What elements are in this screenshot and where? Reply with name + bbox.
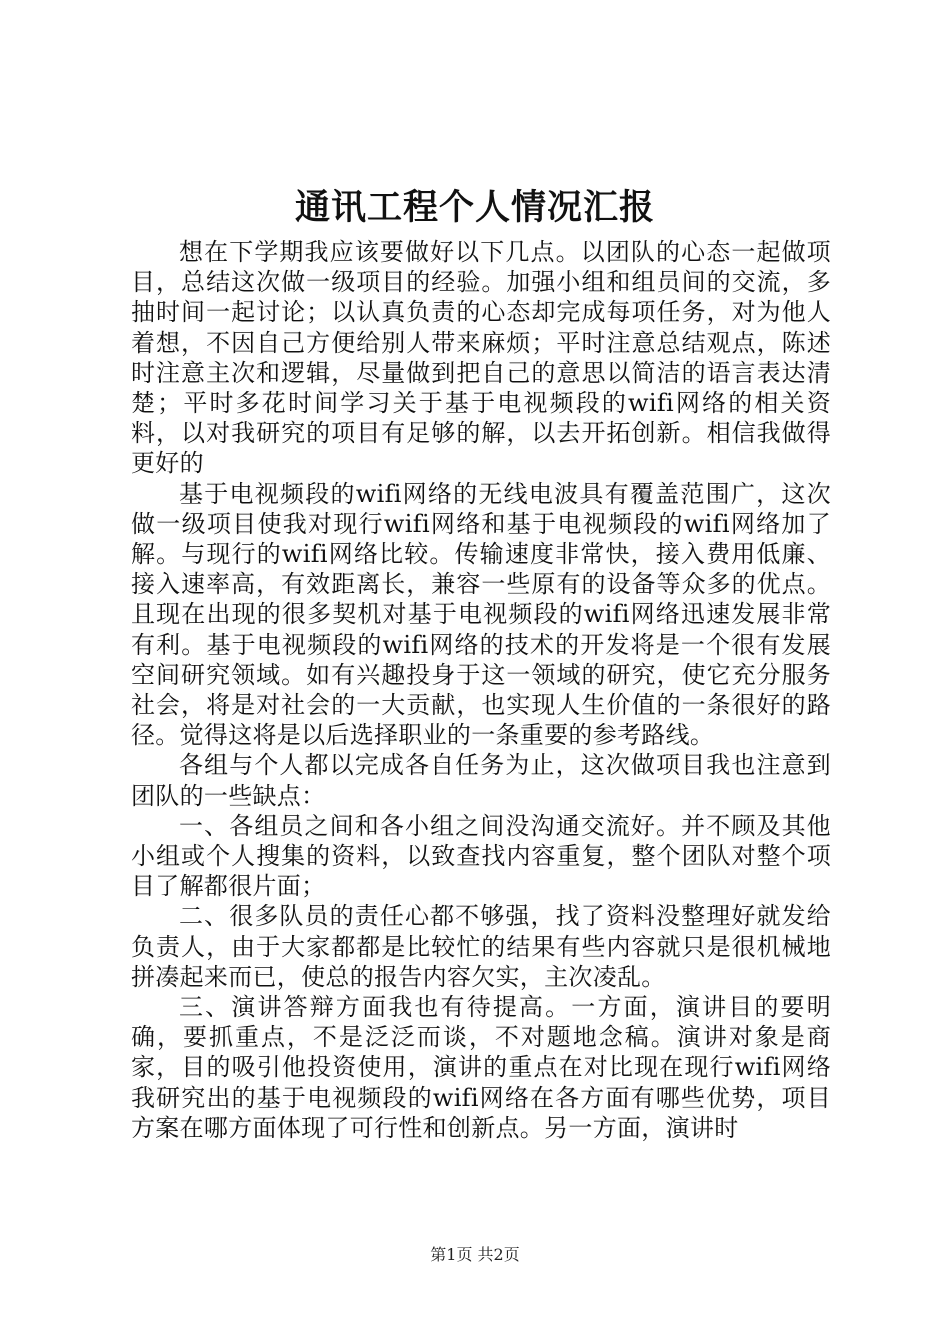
document-title: 通讯工程个人情况汇报	[294, 187, 655, 228]
paragraph-3: 各组与个人都以完成各自任务为止，这次做项目我也注意到团队的一些缺点：	[131, 751, 831, 810]
paragraph-5: 二、很多队员的责任心都不够强，找了资料没整理好就发给负责人，由于大家都都是比较忙的结果有些内容就只是很机械地拼凑起来而已，使总的报告内容欠实，主次凌乱。	[131, 902, 831, 991]
paragraph-1: 想在下学期我应该要做好以下几点。以团队的心态一起做项目，总结这次做一级项目的经验。加强小组和组员间的交流，多抽时间一起讨论；以认真负责的心态却完成每项任务，对为他人着想，不因自己方便给别人带来麻烦；平时注意总结观点，陈述时注意主次和逻辑，尽量做到把自己的意思以简洁的语言表达清楚；平时多花时间学习关于基于电视频段的wifi网络的相关资料，以对我研究的项目有足够的解，以去开拓创新。相信我做得更好的	[131, 238, 831, 478]
paragraph-2: 基于电视频段的wifi网络的无线电波具有覆盖范围广，这次做一级项目使我对现行wifi网络和基于电视频段的wifi网络加了解。与现行的wifi网络比较。传输速度非常快，接入费用低廉、接入速率高，有效距离长，兼容一些原有的设备等众多的优点。且现在出现的很多契机对基于电视频段的wifi网络迅速发展非常有利。基于电视频段的wifi网络的技术的开发将是一个很有发展空间研究领域。如有兴趣投身于这一领域的研究，使它充分服务社会，将是对社会的一大贡献，也实现人生价值的一条很好的路径。觉得这将是以后选择职业的一条重要的参考路线。	[131, 479, 831, 750]
page-number-footer: 第1页 共2页	[430, 1245, 520, 1264]
paragraph-4: 一、各组员之间和各小组之间没沟通交流好。并不顾及其他小组或个人搜集的资料，以致查找内容重复，整个团队对整个项目了解都很片面；	[131, 811, 831, 901]
document-body	[131, 237, 831, 1143]
paragraph-6: 三、演讲答辩方面我也有待提高。一方面，演讲目的要明确，要抓重点，不是泛泛而谈，不对题地念稿。演讲对象是商家，目的吸引他投资使用，演讲的重点在对比现在现行wifi网络我研究出的基于电视频段的wifi网络在各方面有哪些优势，项目方案在哪方面体现了可行性和创新点。另一方面，演讲时	[131, 993, 831, 1142]
